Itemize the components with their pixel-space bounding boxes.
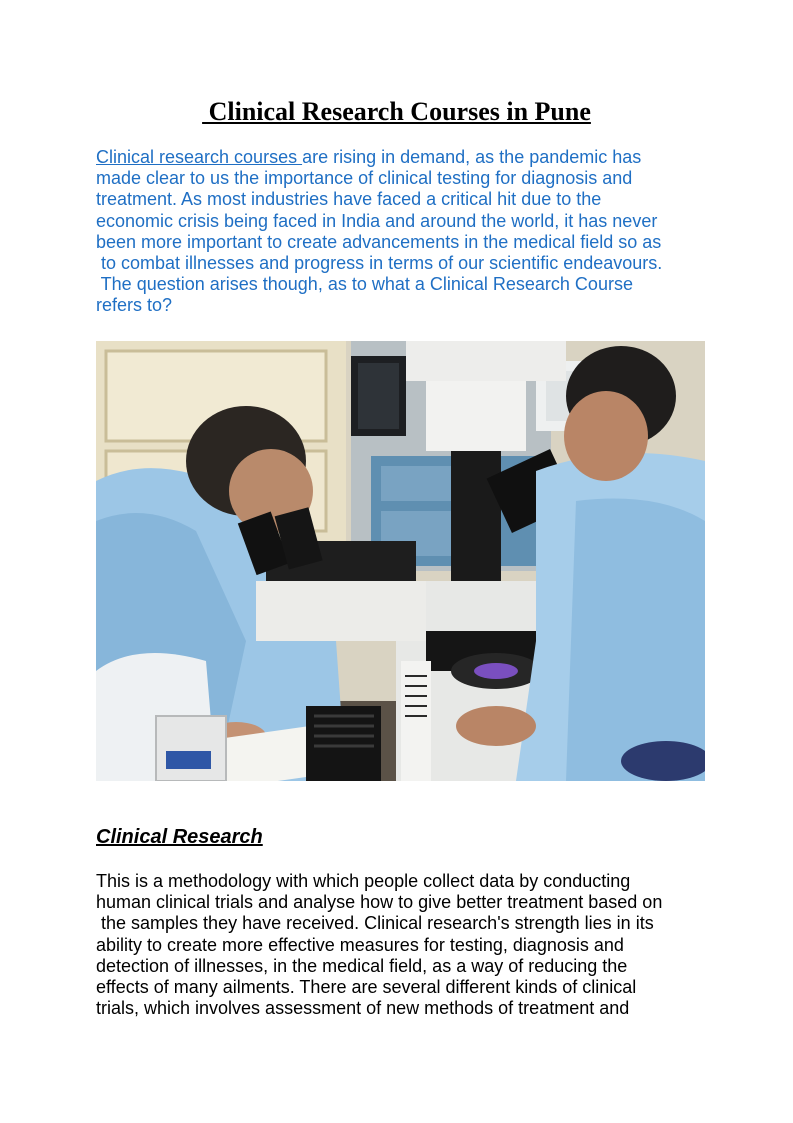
clinical-research-courses-link[interactable]: Clinical research courses (96, 147, 303, 167)
body-line: detection of illnesses, in the medical field, as a way of reducing the (96, 955, 628, 976)
intro-line: economic crisis being faced in India and around the world, it has never (96, 210, 658, 231)
intro-line: been more important to create advancements in the medical field so as (96, 231, 662, 252)
intro-line-text: are rising in demand, as the pandemic has (302, 147, 642, 167)
body-paragraph (96, 871, 696, 1019)
page-title: Clinical Research Courses in Pune (202, 97, 591, 126)
body-line: human clinical trials and analyse how to give better treatment based on (96, 892, 663, 913)
section-heading: Clinical Research (96, 826, 263, 848)
intro-line: to combat illnesses and progress in terms of our scientific endeavours. (96, 253, 663, 274)
lab-photo-illustration (96, 341, 705, 781)
body-line: the samples they have received. Clinical research's strength lies in its (96, 913, 654, 934)
intro-line: refers to? (96, 295, 173, 316)
intro-line: made clear to us the importance of clinical testing for diagnosis and (96, 168, 633, 189)
intro-line: The question arises though, as to what a Clinical Research Course (96, 274, 633, 295)
intro-line: treatment. As most industries have faced a critical hit due to the (96, 189, 602, 210)
body-line: effects of many ailments. There are several different kinds of clinical (96, 977, 637, 998)
intro-paragraph (96, 147, 696, 317)
intro-line (96, 147, 696, 168)
body-line: ability to create more effective measures for testing, diagnosis and (96, 934, 624, 955)
body-line: This is a methodology with which people collect data by conducting (96, 871, 631, 891)
lab-microscope-photo (96, 341, 705, 781)
body-line: trials, which involves assessment of new methods of treatment and (96, 998, 630, 1019)
